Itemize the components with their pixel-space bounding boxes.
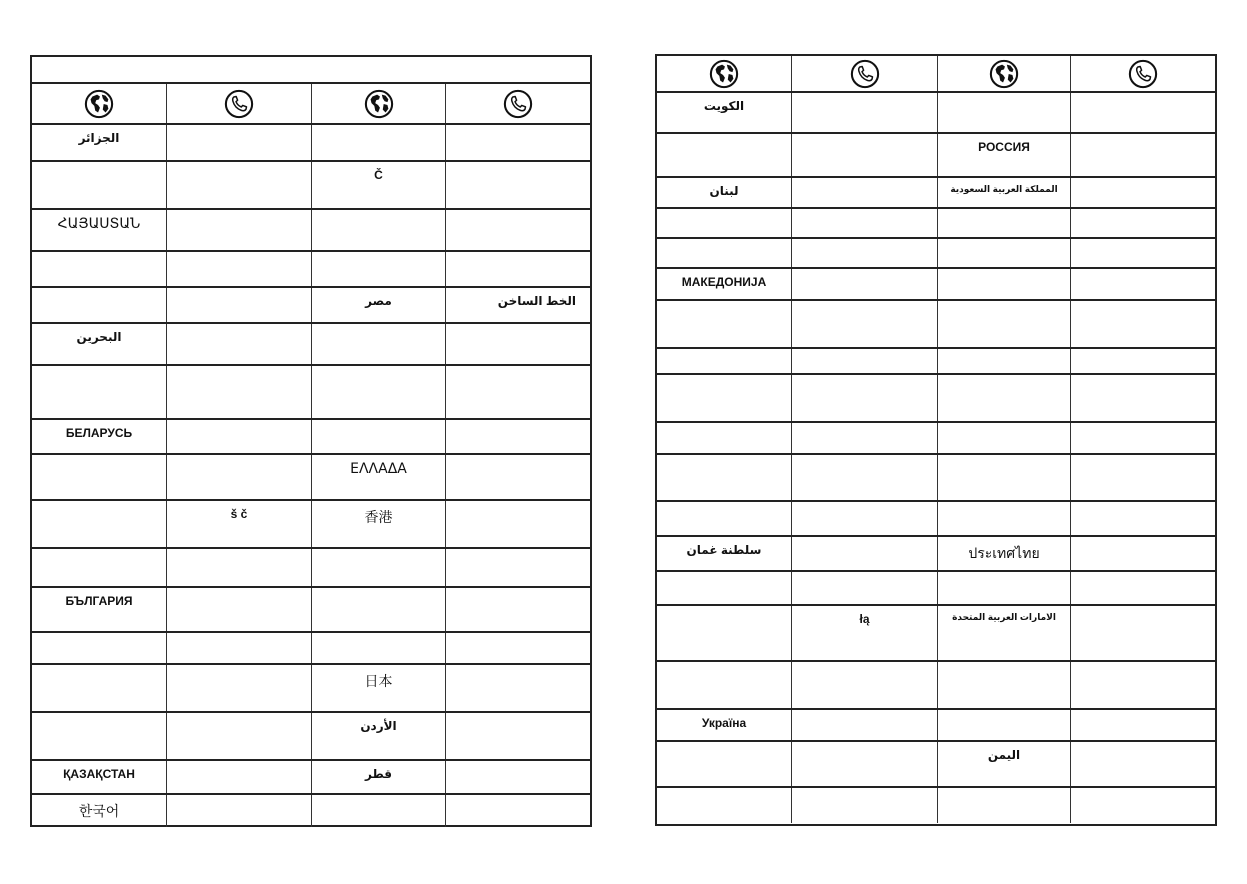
country-cell <box>32 549 167 586</box>
country-cell: Č <box>312 162 446 208</box>
table-row <box>32 288 590 324</box>
country-cell <box>32 633 167 663</box>
table-row <box>32 665 590 713</box>
phone-cell <box>1071 134 1215 176</box>
country-cell: الجزائر <box>32 125 167 160</box>
table-row <box>657 209 1215 239</box>
phone-cell <box>792 662 938 708</box>
country-cell: РОССИЯ <box>938 134 1071 176</box>
country-cell: 한국어 <box>32 795 167 827</box>
country-cell <box>938 209 1071 237</box>
table-row <box>32 501 590 549</box>
phone-cell <box>446 366 590 418</box>
phone-cell <box>1071 269 1215 299</box>
country-cell <box>938 710 1071 740</box>
table-row <box>32 125 590 162</box>
phone-cell <box>167 761 312 793</box>
phone-cell <box>1071 301 1215 347</box>
table-row <box>657 572 1215 606</box>
table-row <box>32 713 590 761</box>
phone-cell <box>1071 349 1215 373</box>
phone-cell <box>446 252 590 286</box>
country-cell <box>657 606 792 660</box>
phone-cell: łą <box>792 606 938 660</box>
table-row <box>657 239 1215 269</box>
country-cell <box>657 455 792 500</box>
phone-cell <box>792 134 938 176</box>
phone-cell <box>446 549 590 586</box>
phone-cell <box>446 713 590 759</box>
phone-cell <box>446 501 590 547</box>
country-cell <box>312 549 446 586</box>
country-cell: Україна <box>657 710 792 740</box>
phone-cell <box>792 301 938 347</box>
table-row <box>657 788 1215 823</box>
phone-cell <box>167 795 312 827</box>
left-table-body <box>32 125 590 827</box>
country-cell: الكويت <box>657 93 792 132</box>
country-cell: 日本 <box>312 665 446 711</box>
phone-cell <box>1071 502 1215 535</box>
country-cell <box>938 269 1071 299</box>
country-cell <box>32 665 167 711</box>
country-cell: МАКЕДОНИЈА <box>657 269 792 299</box>
table-row <box>657 375 1215 423</box>
country-cell <box>312 210 446 250</box>
country-cell <box>938 239 1071 267</box>
country-cell: البحرين <box>32 324 167 364</box>
country-cell <box>657 742 792 786</box>
phone-cell <box>792 239 938 267</box>
phone-cell: الخط الساخن <box>497 294 576 308</box>
header-cell <box>657 56 792 91</box>
phone-cell <box>446 761 590 793</box>
table-row <box>657 349 1215 375</box>
table-row <box>657 662 1215 710</box>
country-cell <box>657 502 792 535</box>
phone-icon <box>503 89 533 119</box>
country-cell <box>938 301 1071 347</box>
country-cell <box>32 713 167 759</box>
phone-cell <box>1071 209 1215 237</box>
left-table <box>30 55 592 827</box>
phone-cell <box>167 420 312 453</box>
globe-icon <box>709 59 739 89</box>
phone-cell <box>446 633 590 663</box>
phone-cell <box>1071 572 1215 604</box>
header-cell <box>446 84 590 123</box>
table-row <box>32 420 590 455</box>
country-cell <box>32 162 167 208</box>
header-cell <box>312 84 446 123</box>
phone-cell <box>792 349 938 373</box>
table-row <box>657 710 1215 742</box>
country-cell <box>312 324 446 364</box>
phone-cell <box>167 455 312 499</box>
phone-cell <box>1071 662 1215 708</box>
phone-cell <box>1071 375 1215 421</box>
country-cell <box>312 366 446 418</box>
country-cell <box>657 572 792 604</box>
country-cell <box>32 288 167 322</box>
phone-cell <box>1071 537 1215 570</box>
phone-cell <box>792 537 938 570</box>
phone-cell <box>792 502 938 535</box>
country-cell: اليمن <box>938 742 1071 786</box>
table-row <box>657 606 1215 662</box>
phone-cell <box>167 324 312 364</box>
phone-icon <box>850 59 880 89</box>
phone-cell <box>446 162 590 208</box>
header-cell <box>167 84 312 123</box>
phone-cell <box>167 288 312 322</box>
left-table-title-row <box>32 57 590 84</box>
phone-cell <box>446 324 590 364</box>
table-row <box>657 455 1215 502</box>
country-cell: БЕЛАРУСЬ <box>32 420 167 453</box>
phone-cell <box>1071 742 1215 786</box>
table-row <box>32 549 590 588</box>
right-table-header-row <box>657 56 1215 93</box>
country-cell <box>312 633 446 663</box>
phone-cell <box>167 162 312 208</box>
right-table-body <box>657 93 1215 823</box>
phone-cell <box>446 420 590 453</box>
country-cell: الأردن <box>312 713 446 759</box>
country-cell <box>657 788 792 823</box>
phone-cell <box>1071 423 1215 453</box>
country-cell <box>938 349 1071 373</box>
phone-cell <box>167 633 312 663</box>
country-cell: لبنان <box>657 178 792 207</box>
country-cell <box>657 423 792 453</box>
globe-icon <box>84 89 114 119</box>
left-table-header-row <box>32 84 590 125</box>
phone-cell: š č <box>167 501 312 547</box>
phone-cell <box>792 423 938 453</box>
country-cell: المملكة العربية السعودية <box>938 178 1071 207</box>
country-cell <box>657 301 792 347</box>
phone-cell <box>167 549 312 586</box>
globe-icon <box>989 59 1019 89</box>
phone-icon <box>1128 59 1158 89</box>
table-row <box>32 210 590 252</box>
phone-cell <box>167 366 312 418</box>
phone-icon <box>224 89 254 119</box>
country-cell: 香港 <box>312 501 446 547</box>
phone-cell <box>446 455 590 499</box>
phone-cell <box>1071 788 1215 823</box>
country-cell <box>312 252 446 286</box>
country-cell <box>938 423 1071 453</box>
globe-icon <box>364 89 394 119</box>
table-row <box>32 761 590 795</box>
table-row <box>32 455 590 501</box>
phone-cell <box>1071 178 1215 207</box>
phone-cell <box>792 572 938 604</box>
phone-cell <box>446 210 590 250</box>
phone-cell <box>167 713 312 759</box>
country-cell <box>312 795 446 827</box>
phone-cell <box>792 710 938 740</box>
phone-cell <box>446 795 590 827</box>
country-cell <box>32 366 167 418</box>
country-cell <box>312 420 446 453</box>
header-cell <box>792 56 938 91</box>
country-cell <box>657 209 792 237</box>
phone-cell <box>1071 239 1215 267</box>
phone-cell <box>446 665 590 711</box>
phone-cell <box>792 375 938 421</box>
table-row <box>657 93 1215 134</box>
table-row <box>657 269 1215 301</box>
country-cell <box>938 788 1071 823</box>
country-cell: ՀԱՅԱՍՏԱՆ <box>32 210 167 250</box>
country-cell: قطر <box>312 761 446 793</box>
country-cell <box>657 239 792 267</box>
phone-cell <box>446 588 590 631</box>
country-cell: الامارات العربية المتحدة <box>938 606 1071 660</box>
table-row <box>32 252 590 288</box>
phone-cell <box>446 125 590 160</box>
country-cell <box>312 125 446 160</box>
country-cell <box>938 502 1071 535</box>
country-cell <box>938 662 1071 708</box>
right-table <box>655 54 1217 826</box>
phone-cell <box>1071 606 1215 660</box>
table-row <box>32 324 590 366</box>
table-row <box>32 162 590 210</box>
table-row <box>32 588 590 633</box>
header-cell <box>938 56 1071 91</box>
phone-cell <box>1071 710 1215 740</box>
header-cell <box>1071 56 1215 91</box>
phone-cell <box>167 252 312 286</box>
country-cell <box>657 134 792 176</box>
table-row <box>657 178 1215 209</box>
phone-cell <box>792 788 938 823</box>
phone-cell <box>1071 455 1215 500</box>
country-cell: ประเทศไทย <box>938 537 1071 570</box>
country-cell <box>938 572 1071 604</box>
phone-cell <box>1071 93 1215 132</box>
country-cell <box>312 588 446 631</box>
phone-cell <box>792 455 938 500</box>
phone-cell <box>792 178 938 207</box>
country-cell: سلطنة غمان <box>657 537 792 570</box>
phone-cell <box>792 269 938 299</box>
country-cell <box>657 349 792 373</box>
country-cell: ΕΛΛΑΔΑ <box>312 455 446 499</box>
phone-cell <box>167 665 312 711</box>
country-cell <box>657 375 792 421</box>
phone-cell <box>792 93 938 132</box>
country-cell <box>657 662 792 708</box>
table-row <box>657 537 1215 572</box>
phone-cell <box>167 125 312 160</box>
country-cell: مصر <box>312 288 446 322</box>
table-row <box>657 134 1215 178</box>
country-cell <box>32 455 167 499</box>
country-cell <box>32 252 167 286</box>
phone-cell <box>792 209 938 237</box>
phone-cell <box>167 210 312 250</box>
table-row <box>32 633 590 665</box>
country-cell: БЪЛГАРИЯ <box>32 588 167 631</box>
country-cell <box>938 93 1071 132</box>
country-cell <box>938 375 1071 421</box>
table-row <box>657 742 1215 788</box>
table-row <box>657 423 1215 455</box>
country-cell: ҚАЗАҚСТАН <box>32 761 167 793</box>
table-row <box>32 795 590 827</box>
country-cell <box>938 455 1071 500</box>
header-cell <box>32 84 167 123</box>
phone-cell <box>167 588 312 631</box>
country-cell <box>32 501 167 547</box>
phone-cell <box>792 742 938 786</box>
table-row <box>657 502 1215 537</box>
table-row <box>657 301 1215 349</box>
table-row <box>32 366 590 420</box>
